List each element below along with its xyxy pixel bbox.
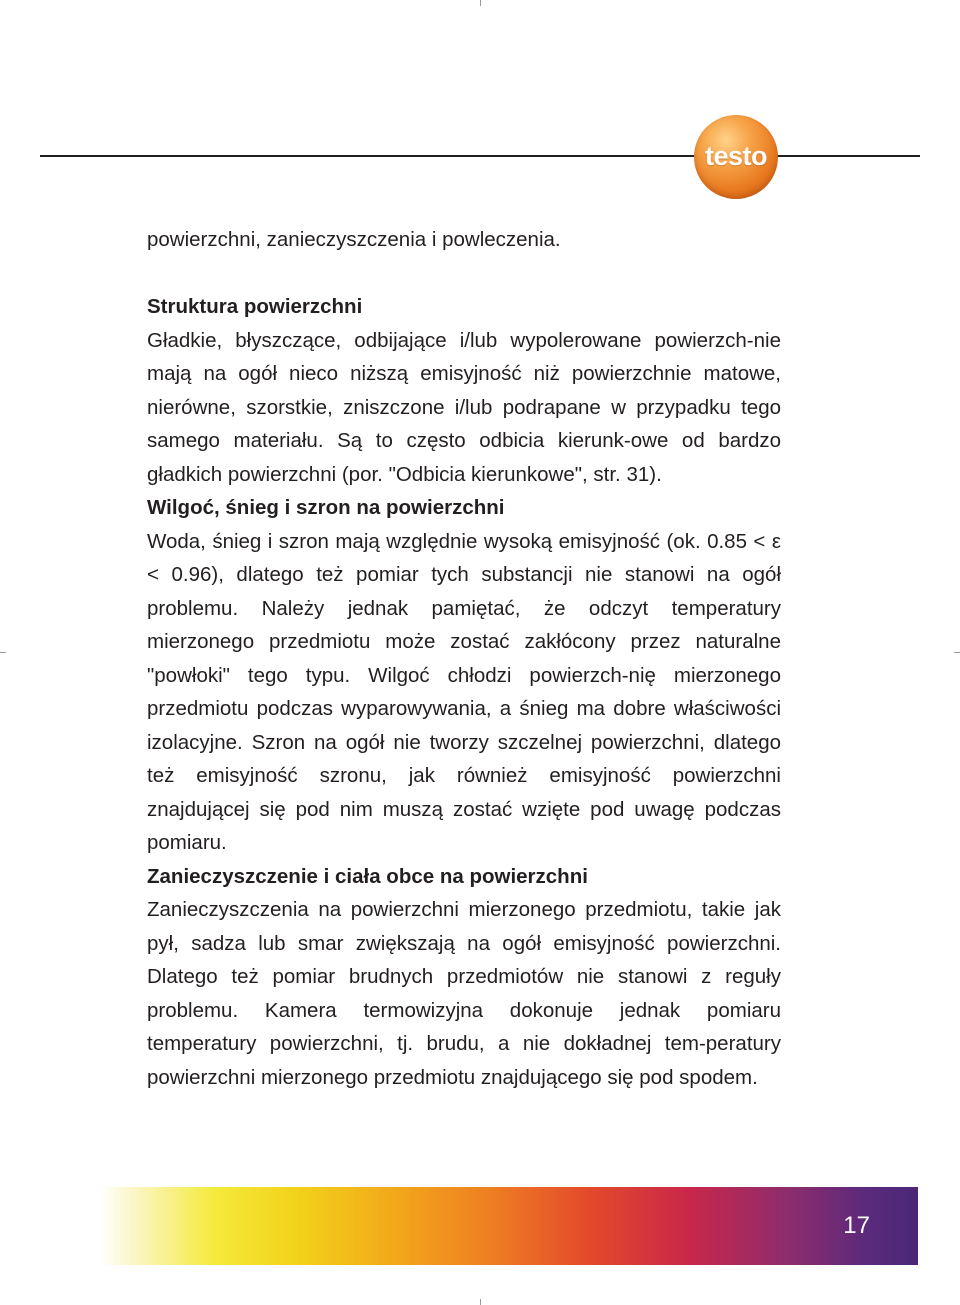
footer-gradient-bar <box>100 1187 918 1265</box>
section-body-surface-structure: Gładkie, błyszczące, odbijające i/lub wypolerowane powierzch-nie mają na ogół nieco niższą emisyjność niż powierzchnie matowe, nierówne, szorstkie, zniszczone i/lub podrapane w przypadku tego samego materiału. Są to często odbicia kierunk-owe od bardzo gładkich powierzchni (por. "Odbicia kierunkowe", str. 31). <box>147 328 781 486</box>
crop-mark <box>480 0 481 6</box>
section-heading-moisture-snow-frost: Wilgoć, śnieg i szron na powierzchni <box>147 496 505 519</box>
testo-logo <box>694 115 778 199</box>
logo-text: testo <box>704 140 767 171</box>
lead-paragraph: powierzchni, zanieczyszczenia i powleczenia. <box>147 228 561 251</box>
page-content <box>147 223 781 1094</box>
section-heading-surface-structure: Struktura powierzchni <box>147 295 363 318</box>
section-body-contamination: Zanieczyszczenia na powierzchni mierzonego przedmiotu, takie jak pył, sadza lub smar zwiększają na ogół emisyjność powierzchni. Dlatego też pomiar brudnych przedmiotów nie stanowi z reguły problemu. Kamera termowizyjna dokonuje jednak pomiaru temperatury powierzchni, tj. brudu, a nie dokładnej tem-peratury powierzchni mierzonego przedmiotu znajdującego się pod spodem. <box>147 898 781 1089</box>
crop-mark <box>0 652 6 653</box>
section-heading-contamination: Zanieczyszczenie i ciała obce na powierzchni <box>147 864 588 888</box>
header-rule-left <box>40 155 702 157</box>
crop-mark <box>480 1299 481 1305</box>
section-body-moisture-snow-frost: Woda, śnieg i szron mają względnie wysoką emisyjność (ok. 0.85 < ε < 0.96), dlatego też pomiar tych substancji nie stanowi na ogół problemu. Należy jednak pamiętać, że odczyt temperatury mierzonego przedmiotu może zostać zakłócony przez naturalne "powłoki" tego typu. Wilgoć chłodzi powierzch-nię mierzonego przedmiotu podczas wyparowywania, a śnieg ma dobre właściwości izolacyjne. Szron na ogół nie tworzy szczelnej powierzchni, dlatego też emisyjność szronu, jak również emisyjność powierzchni znajdującej się pod nim muszą zostać wzięte pod uwagę podczas pomiaru. <box>147 529 781 854</box>
page-number: 17 <box>843 1212 870 1239</box>
crop-mark <box>954 652 960 653</box>
header-rule-right <box>768 155 920 157</box>
